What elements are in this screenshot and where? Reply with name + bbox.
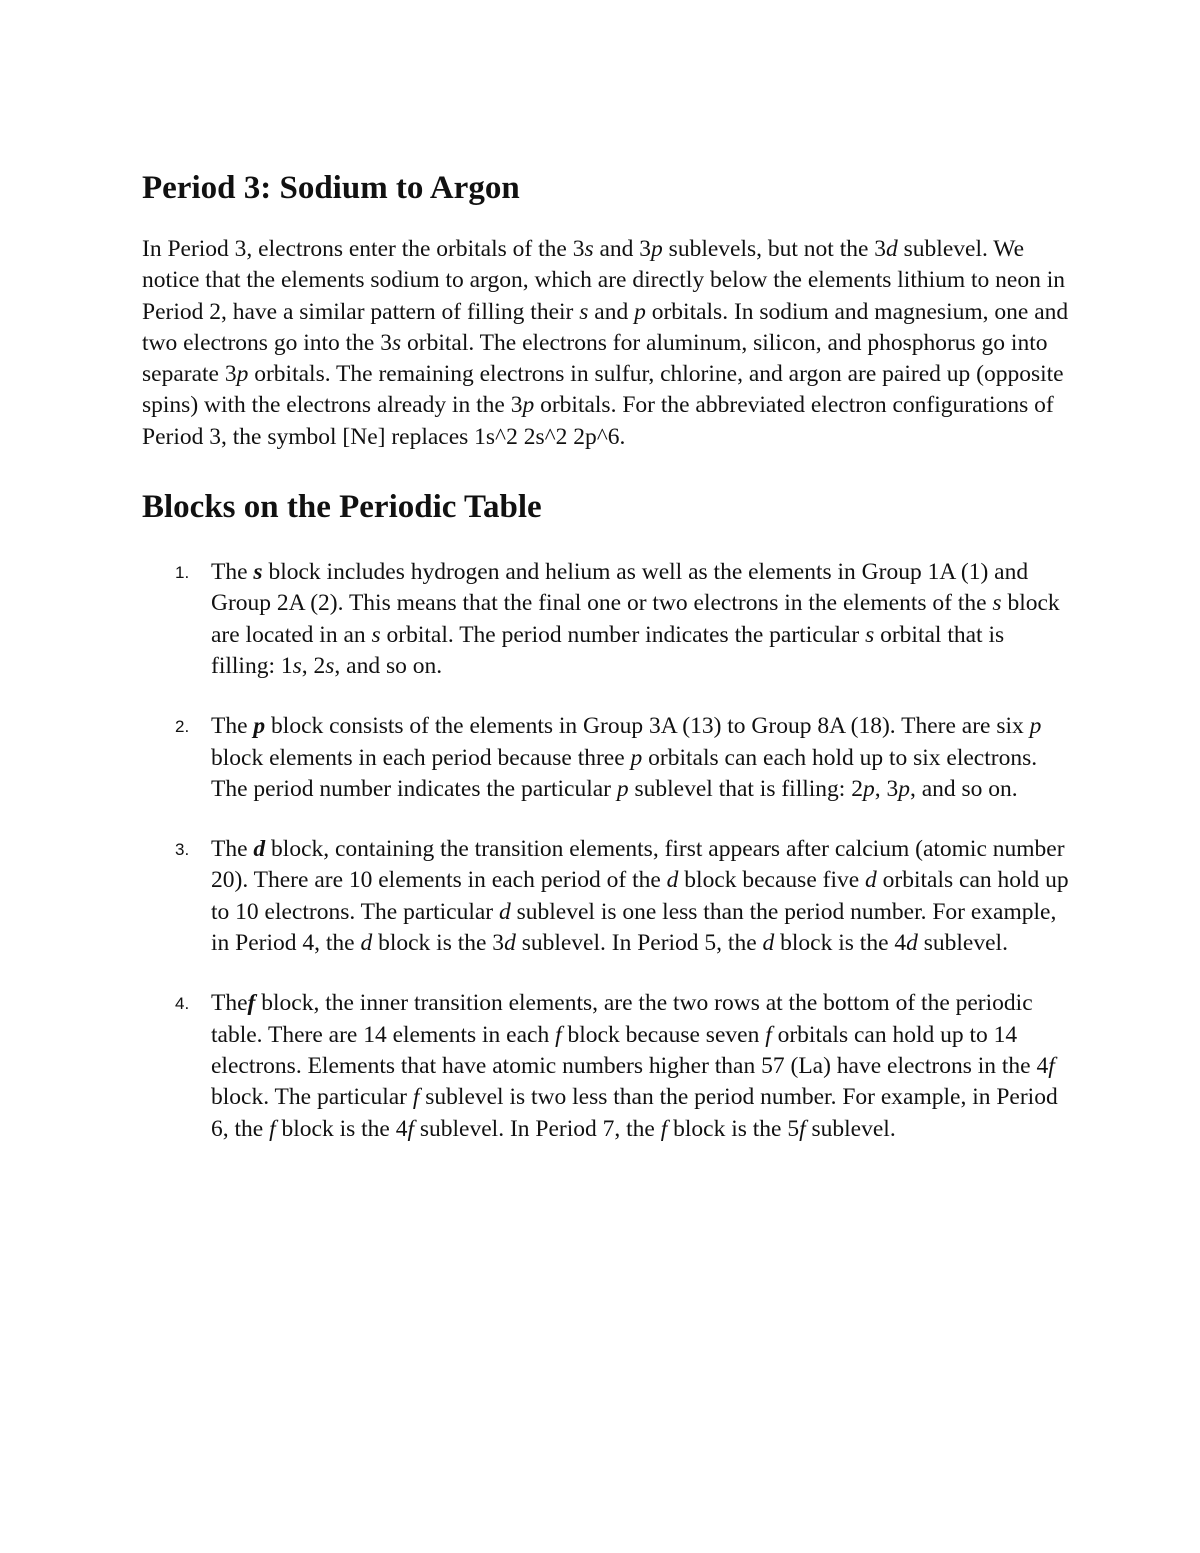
list-item-s-block: 1. The s block includes hydrogen and helium as well as the elements in Group 1A (1) and Group 2A (2). This means that the final one or two electrons in the elements of the s block are located in an s orbital. The period number indicates the particular s orbital that is filling: 1s, 2s, and so on. — [175, 559, 1060, 679]
section-heading-period-3: Period 3: Sodium to Argon — [142, 170, 520, 206]
list-item-d-block: 3. The d block, containing the transition elements, first appears after calcium (atomic number 20). There are 10 elements in each period of the d block because five d orbitals can hold up to 10 electrons. The particular d sublevel is one less than the period number. For example, in Period 4, the d block is the 3d sublevel. In Period 5, the d block is the 4d sublevel. — [175, 836, 1069, 957]
section-heading-blocks: Blocks on the Periodic Table — [142, 489, 542, 526]
list-item-f-block: 4. Thef block, the inner transition elements, are the two rows at the bottom of the periodic table. There are 14 elements in each f block because seven f orbitals can hold up to 14 electrons. Elements that have atomic numbers higher than 57 (La) have electrons in the 4f block. The particular f sublevel is two less than the period number. For example, in Period 6, the f block is the 4f sublevel. In Period 7, the f block is the 5f sublevel. — [175, 990, 1058, 1142]
list-item-p-block: 2. The p block consists of the elements in Group 3A (13) to Group 8A (18). There are six p block elements in each period because three p orbitals can each hold up to six electrons. The period number indicates the particular p sublevel that is filling: 2p, 3p, and so on. — [175, 713, 1042, 802]
list-item-number: 2. — [175, 717, 190, 737]
document-page — [142, 168, 1072, 1174]
list-item-number: 1. — [175, 563, 190, 583]
list-item-number: 3. — [175, 840, 190, 860]
list-item-number: 4. — [175, 994, 190, 1014]
blocks-list — [142, 557, 1072, 1145]
period-3-paragraph: In Period 3, electrons enter the orbitals of the 3s and 3p sublevels, but not the 3d sublevel. We notice that the elements sodium to argon, which are directly below the elements lithium to neon in Period 2, have a similar pattern of filling their s and p orbitals. In sodium and magnesium, one and two electrons go into the 3s orbital. The electrons for aluminum, silicon, and phosphorus go into separate 3p orbitals. The remaining electrons in sulfur, chlorine, and argon are paired up (opposite spins) with the electrons already in the 3p orbitals. For the abbreviated electron configurations of Period 3, the symbol [Ne] replaces 1s^2 2s^2 2p^6. — [142, 236, 1069, 450]
